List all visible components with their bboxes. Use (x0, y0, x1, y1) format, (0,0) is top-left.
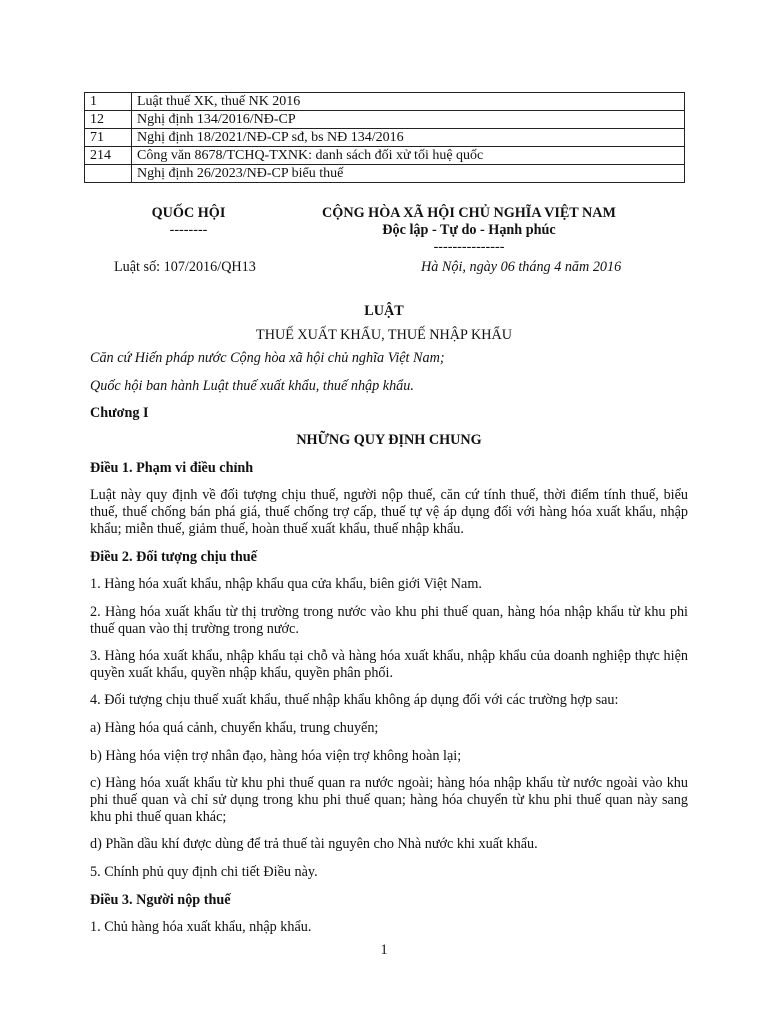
promulgation-statement: Quốc hội ban hành Luật thuế xuất khẩu, thuế nhập khẩu. (90, 378, 414, 394)
place-date: Hà Nội, ngày 06 tháng 4 năm 2016 (421, 259, 622, 275)
document-title: THUẾ XUẤT KHẨU, THUẾ NHẬP KHẨU (256, 327, 512, 343)
chapter-title: NHỮNG QUY ĐỊNH CHUNG (296, 432, 482, 448)
table-cell-no: 71 (85, 129, 132, 147)
reference-table (84, 92, 685, 183)
document-type: LUẬT (364, 303, 404, 319)
table-row (85, 165, 685, 183)
article-2-clause-4: 4. Đối tượng chịu thuế xuất khẩu, thuế nhập khẩu không áp dụng đối với các trường hợp sau: (90, 692, 619, 708)
article-3-title: Điều 3. Người nộp thuế (90, 892, 231, 908)
article-3-clause-1: 1. Chủ hàng hóa xuất khẩu, nhập khẩu. (90, 919, 312, 935)
issuing-body-divider: -------- (169, 222, 208, 238)
table-cell-text: Nghị định 18/2021/NĐ-CP sđ, bs NĐ 134/2016 (132, 129, 685, 147)
national-title: CỘNG HÒA XÃ HỘI CHỦ NGHĨA VIỆT NAM (322, 205, 616, 221)
table-cell-text: Công văn 8678/TCHQ-TXNK: danh sách đối xử tối huệ quốc (132, 147, 685, 165)
table-cell-text: Luật thuế XK, thuế NK 2016 (132, 93, 685, 111)
article-2-clause-3: 3. Hàng hóa xuất khẩu, nhập khẩu tại chỗ và hàng hóa xuất khẩu, nhập khẩu của doanh nghiệp thực hiện quyền xuất khẩu, quyền nhập khẩu, quyền phân phối. (90, 648, 688, 681)
table-cell-text: Nghị định 134/2016/NĐ-CP (132, 111, 685, 129)
table-row (85, 129, 685, 147)
article-2-clause-2: 2. Hàng hóa xuất khẩu từ thị trường trong nước vào khu phi thuế quan, hàng hóa nhập khẩu từ khu phi thuế quan vào thị trường trong nước. (90, 604, 688, 637)
law-number: Luật số: 107/2016/QH13 (114, 259, 256, 275)
table-cell-no (85, 165, 132, 183)
legal-basis: Căn cứ Hiến pháp nước Cộng hòa xã hội chủ nghĩa Việt Nam; (90, 350, 445, 366)
table-row (85, 147, 685, 165)
table-cell-no: 1 (85, 93, 132, 111)
article-1-paragraph: Luật này quy định về đối tượng chịu thuế, người nộp thuế, căn cứ tính thuế, thời điểm tính thuế, biểu thuế, thuế chống bán phá giá, thuế chống trợ cấp, thuế tự vệ áp dụng đối với hàng hóa xuất khẩu, nhập khẩu; miễn thuế, giảm thuế, hoàn thuế xuất khẩu, thuế nhập khẩu. (90, 487, 688, 537)
article-2-clause-1: 1. Hàng hóa xuất khẩu, nhập khẩu qua cửa khẩu, biên giới Việt Nam. (90, 576, 482, 592)
document-body (90, 350, 688, 948)
article-2-clause-5: 5. Chính phủ quy định chi tiết Điều này. (90, 864, 318, 880)
national-motto: Độc lập - Tự do - Hạnh phúc (382, 222, 556, 238)
page-number: 1 (380, 942, 388, 958)
table-row (85, 93, 685, 111)
chapter-label: Chương I (90, 405, 149, 421)
article-2-title: Điều 2. Đối tượng chịu thuế (90, 549, 257, 565)
article-2-point-b: b) Hàng hóa viện trợ nhân đạo, hàng hóa viện trợ không hoàn lại; (90, 748, 462, 764)
table-cell-text: Nghị định 26/2023/NĐ-CP biểu thuế (132, 165, 685, 183)
article-1-title: Điều 1. Phạm vi điều chỉnh (90, 460, 254, 476)
issuing-body: QUỐC HỘI (151, 205, 226, 221)
article-2-point-a: a) Hàng hóa quá cảnh, chuyển khẩu, trung chuyển; (90, 720, 379, 736)
article-2-point-d: d) Phần dầu khí được dùng để trả thuế tài nguyên cho Nhà nước khi xuất khẩu. (90, 836, 538, 852)
table-row (85, 111, 685, 129)
table-cell-no: 214 (85, 147, 132, 165)
article-2-point-c: c) Hàng hóa xuất khẩu từ khu phi thuế quan ra nước ngoài; hàng hóa nhập khẩu từ nước ngoài vào khu phi thuế quan và chỉ sử dụng trong khu phi thuế quan; hàng hóa chuyển từ khu phi thuế quan này sang khu phi thuế quan khác; (90, 775, 688, 825)
table-cell-no: 12 (85, 111, 132, 129)
national-motto-divider: --------------- (433, 239, 505, 255)
